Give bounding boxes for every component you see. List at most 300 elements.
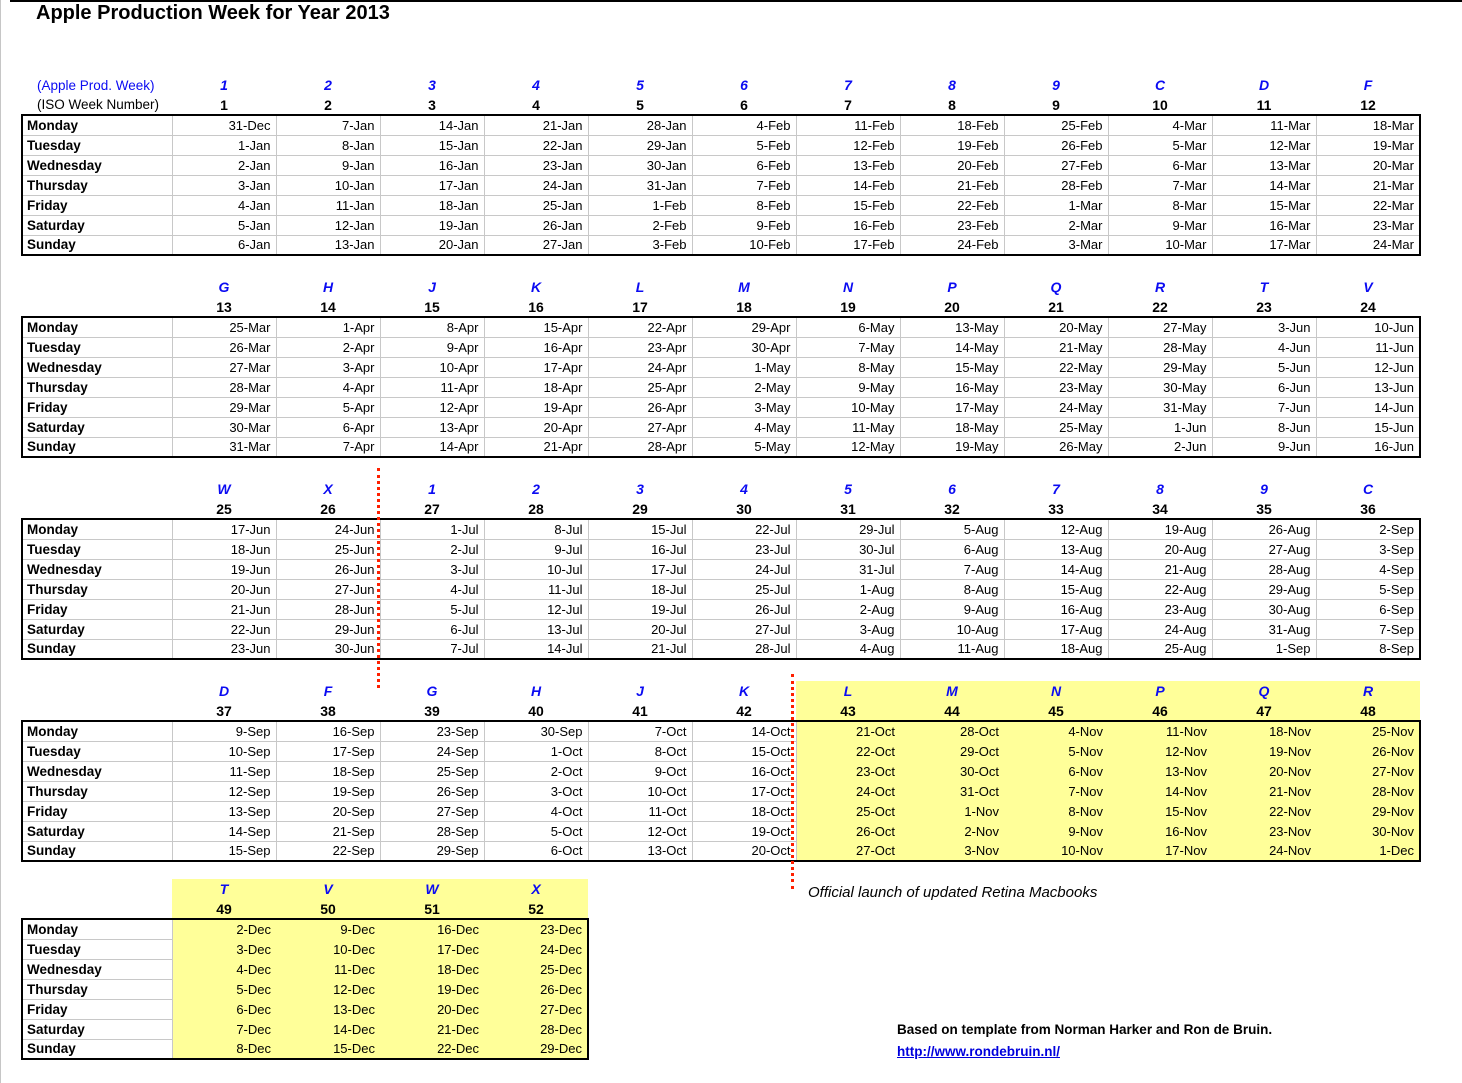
date-cell: 13-Jan [276,235,380,255]
header-spacer [22,681,172,701]
day-label: Wednesday [22,761,172,781]
date-cell: 4-Jan [172,195,276,215]
apple-week-letter: M [738,279,750,295]
date-cell: 29-Oct [900,741,1004,761]
date-cell: 19-Jun [172,559,276,579]
apple-week-letter: V [276,879,380,899]
date-cell: 2-Aug [796,599,900,619]
apple-week-letter: T [1259,279,1269,295]
date-cell: 2-Feb [588,215,692,235]
date-cell: 21-Feb [900,175,1004,195]
date-cell: 7-Aug [900,559,1004,579]
date-cell: 20-Dec [380,999,484,1019]
date-cell: 10-May [796,397,900,417]
date-cell: 15-Oct [692,741,796,761]
apple-week-letter: G [218,279,230,295]
date-cell: 1-Apr [276,317,380,337]
date-cell: 5-Aug [900,519,1004,539]
iso-week-number: 50 [276,899,380,919]
date-cell: 28-Oct [900,721,1004,741]
date-cell: 21-Jul [588,639,692,659]
date-cell: 28-Dec [484,1019,588,1039]
date-cell: 4-Dec [172,959,276,979]
date-cell: 28-May [1108,337,1212,357]
date-cell: 30-Mar [172,417,276,437]
date-cell: 23-Jun [172,639,276,659]
date-cell: 18-Dec [380,959,484,979]
date-cell: 8-Jun [1212,417,1316,437]
date-cell: 24-Aug [1108,619,1212,639]
iso-week-number: 11 [1256,96,1272,113]
date-cell: 20-Nov [1212,761,1316,781]
date-cell: 1-Jan [172,135,276,155]
date-cell: 14-Oct [692,721,796,741]
apple-week-letter: 9 [1052,77,1060,93]
day-row [22,761,1420,781]
iso-week-number: 22 [1152,298,1168,315]
date-cell: 4-Apr [276,377,380,397]
date-cell: 7-Jun [1212,397,1316,417]
date-cell: 12-Feb [796,135,900,155]
date-cell: 7-Sep [1316,619,1420,639]
date-cell: 13-Nov [1108,761,1212,781]
day-row [22,317,1420,337]
date-cell: 1-Jun [1108,417,1212,437]
day-label: Tuesday [22,939,172,959]
date-cell: 8-May [796,357,900,377]
header-spacer [22,899,172,919]
day-row [22,1039,588,1059]
header-spacer [22,879,172,899]
day-label: Thursday [22,175,172,195]
apple-week-letter: Q [1212,681,1316,701]
rondebruin-link[interactable]: http://www.rondebruin.nl/ [897,1044,1060,1059]
iso-week-number: 26 [320,500,336,517]
date-cell: 24-Apr [588,357,692,377]
iso-week-number: 52 [484,899,588,919]
page-break-indicator [791,674,794,889]
apple-week-letter: 3 [636,481,644,497]
day-row [22,619,1420,639]
date-cell: 22-May [1004,357,1108,377]
date-cell: 7-Oct [588,721,692,741]
day-row [22,195,1420,215]
day-label: Friday [22,397,172,417]
date-cell: 31-Aug [1212,619,1316,639]
date-cell: 30-Jun [276,639,380,659]
iso-week-number: 41 [632,702,648,719]
apple-week-letter: C [1154,77,1166,93]
date-cell: 17-May [900,397,1004,417]
day-row [22,599,1420,619]
date-cell: 27-May [1108,317,1212,337]
date-cell: 2-Nov [900,821,1004,841]
date-cell: 11-Apr [380,377,484,397]
date-cell: 23-Apr [588,337,692,357]
day-label: Monday [22,721,172,741]
date-cell: 9-Apr [380,337,484,357]
date-cell: 20-Mar [1316,155,1420,175]
date-cell: 17-Jun [172,519,276,539]
date-cell: 19-Nov [1212,741,1316,761]
day-label: Wednesday [22,959,172,979]
apple-week-letter: N [1004,681,1108,701]
iso-week-number: 49 [172,899,276,919]
apple-week-letter: 6 [948,481,956,497]
apple-week-letter: 3 [428,77,436,93]
iso-week-number: 51 [380,899,484,919]
apple-prod-week-label: (Apple Prod. Week) [37,77,155,93]
date-cell: 1-Nov [900,801,1004,821]
date-cell: 12-Apr [380,397,484,417]
date-cell: 4-Jun [1212,337,1316,357]
date-cell: 28-Apr [588,437,692,457]
date-cell: 6-Dec [172,999,276,1019]
apple-week-letter: R [1154,279,1166,295]
apple-week-letter: 5 [636,77,644,93]
date-cell: 28-Mar [172,377,276,397]
date-cell: 18-Nov [1212,721,1316,741]
day-row [22,801,1420,821]
date-cell: 6-Feb [692,155,796,175]
apple-week-letter: 4 [532,77,540,93]
date-cell: 25-Oct [796,801,900,821]
date-cell: 29-Nov [1316,801,1420,821]
date-cell: 3-Sep [1316,539,1420,559]
date-cell: 2-Jun [1108,437,1212,457]
date-cell: 21-Jun [172,599,276,619]
date-cell: 24-Sep [380,741,484,761]
date-cell: 10-Aug [900,619,1004,639]
date-cell: 17-Dec [380,939,484,959]
iso-week-number: 24 [1360,298,1376,315]
apple-week-letter: 7 [1052,481,1060,497]
date-cell: 21-Apr [484,437,588,457]
date-cell: 7-Mar [1108,175,1212,195]
date-cell: 5-Oct [484,821,588,841]
date-cell: 27-Jan [484,235,588,255]
date-cell: 29-Dec [484,1039,588,1059]
date-cell: 14-Sep [172,821,276,841]
date-cell: 1-May [692,357,796,377]
date-cell: 30-Oct [900,761,1004,781]
date-cell: 26-Sep [380,781,484,801]
date-cell: 24-Feb [900,235,1004,255]
date-cell: 17-Jul [588,559,692,579]
date-cell: 5-Feb [692,135,796,155]
date-cell: 10-Mar [1108,235,1212,255]
date-cell: 28-Jun [276,599,380,619]
day-label: Saturday [22,619,172,639]
week-table [21,75,1421,256]
apple-week-letter: 6 [740,77,748,93]
day-row [22,337,1420,357]
iso-week-number: 9 [1052,96,1060,113]
iso-week-number: 5 [636,96,644,113]
date-cell: 3-Aug [796,619,900,639]
date-cell: 25-Apr [588,377,692,397]
date-cell: 14-Aug [1004,559,1108,579]
apple-week-letter: X [484,879,588,899]
week-block-2 [21,277,1421,458]
apple-week-letter: W [380,879,484,899]
date-cell: 15-Jul [588,519,692,539]
header-spacer [22,479,172,499]
iso-week-number: 20 [944,298,960,315]
date-cell: 15-Apr [484,317,588,337]
date-cell: 8-Feb [692,195,796,215]
date-cell: 6-Jan [172,235,276,255]
iso-week-number: 3 [428,96,436,113]
date-cell: 18-May [900,417,1004,437]
date-cell: 11-Sep [172,761,276,781]
date-cell: 17-Feb [796,235,900,255]
date-cell: 26-Apr [588,397,692,417]
date-cell: 6-May [796,317,900,337]
date-cell: 26-Jun [276,559,380,579]
date-cell: 25-Feb [1004,115,1108,135]
date-cell: 12-Jul [484,599,588,619]
date-cell: 22-Feb [900,195,1004,215]
date-cell: 22-Mar [1316,195,1420,215]
day-label: Thursday [22,979,172,999]
date-cell: 23-May [1004,377,1108,397]
date-cell: 11-Aug [900,639,1004,659]
date-cell: 6-Jun [1212,377,1316,397]
day-row [22,919,588,939]
header-spacer [22,297,172,317]
date-cell: 1-Feb [588,195,692,215]
week-block-4 [21,681,1421,862]
date-cell: 7-Jan [276,115,380,135]
date-cell: 15-May [900,357,1004,377]
apple-week-letter: G [426,683,438,699]
date-cell: 12-Jun [1316,357,1420,377]
date-cell: 21-Dec [380,1019,484,1039]
date-cell: 31-Oct [900,781,1004,801]
apple-week-letter: R [1316,681,1420,701]
date-cell: 13-Dec [276,999,380,1019]
date-cell: 21-Aug [1108,559,1212,579]
date-cell: 6-Oct [484,841,588,861]
date-cell: 1-Sep [1212,639,1316,659]
date-cell: 24-Mar [1316,235,1420,255]
day-row [22,115,1420,135]
date-cell: 23-Dec [484,919,588,939]
day-row [22,721,1420,741]
date-cell: 8-Nov [1004,801,1108,821]
iso-week-number: 23 [1256,298,1272,315]
date-cell: 19-Dec [380,979,484,999]
iso-week-number: 8 [948,96,956,113]
iso-week-number: 44 [900,701,1004,721]
date-cell: 13-Aug [1004,539,1108,559]
iso-week-number: 42 [736,702,752,719]
date-cell: 9-Dec [276,919,380,939]
date-cell: 17-Nov [1108,841,1212,861]
date-cell: 10-Apr [380,357,484,377]
date-cell: 12-May [796,437,900,457]
iso-week-number: 29 [632,500,648,517]
apple-week-letter: J [428,279,436,295]
date-cell: 27-Aug [1212,539,1316,559]
day-label: Tuesday [22,741,172,761]
date-cell: 5-Mar [1108,135,1212,155]
date-cell: 31-Jul [796,559,900,579]
date-cell: 25-Aug [1108,639,1212,659]
date-cell: 29-Jul [796,519,900,539]
date-cell: 20-Jun [172,579,276,599]
day-label: Wednesday [22,559,172,579]
date-cell: 19-Sep [276,781,380,801]
date-cell: 2-Jul [380,539,484,559]
date-cell: 20-Apr [484,417,588,437]
date-cell: 29-Jan [588,135,692,155]
apple-week-letter: 2 [532,481,540,497]
date-cell: 20-Jul [588,619,692,639]
date-cell: 1-Jul [380,519,484,539]
date-cell: 25-May [1004,417,1108,437]
date-cell: 29-Apr [692,317,796,337]
date-cell: 26-Oct [796,821,900,841]
date-cell: 2-Mar [1004,215,1108,235]
date-cell: 6-Jul [380,619,484,639]
iso-week-number: 38 [320,702,336,719]
date-cell: 8-Sep [1316,639,1420,659]
date-cell: 15-Nov [1108,801,1212,821]
date-cell: 19-Jul [588,599,692,619]
day-label: Saturday [22,215,172,235]
date-cell: 9-Jul [484,539,588,559]
date-cell: 17-Aug [1004,619,1108,639]
date-cell: 2-Apr [276,337,380,357]
date-cell: 9-Oct [588,761,692,781]
date-cell: 31-Jan [588,175,692,195]
date-cell: 13-Jul [484,619,588,639]
date-cell: 23-Aug [1108,599,1212,619]
date-cell: 27-Feb [1004,155,1108,175]
date-cell: 29-May [1108,357,1212,377]
date-cell: 28-Jan [588,115,692,135]
date-cell: 30-Sep [484,721,588,741]
date-cell: 6-Sep [1316,599,1420,619]
date-cell: 9-Aug [900,599,1004,619]
date-cell: 3-Nov [900,841,1004,861]
date-cell: 23-Nov [1212,821,1316,841]
date-cell: 27-Jul [692,619,796,639]
day-row [22,639,1420,659]
day-label: Friday [22,999,172,1019]
date-cell: 18-Apr [484,377,588,397]
date-cell: 3-May [692,397,796,417]
day-row [22,959,588,979]
iso-week-number: 39 [424,702,440,719]
date-cell: 25-Nov [1316,721,1420,741]
date-cell: 22-Nov [1212,801,1316,821]
date-cell: 13-Mar [1212,155,1316,175]
date-cell: 3-Jul [380,559,484,579]
date-cell: 4-Mar [1108,115,1212,135]
week-table [21,681,1421,862]
date-cell: 17-Mar [1212,235,1316,255]
date-cell: 31-Mar [172,437,276,457]
date-cell: 11-Jul [484,579,588,599]
iso-week-number: 13 [216,298,232,315]
iso-week-number: 36 [1360,500,1376,517]
date-cell: 22-Jan [484,135,588,155]
header-spacer [22,499,172,519]
date-cell: 17-Apr [484,357,588,377]
date-cell: 14-Feb [796,175,900,195]
date-cell: 16-Jul [588,539,692,559]
header-spacer [22,277,172,297]
date-cell: 28-Sep [380,821,484,841]
apple-week-letter: D [1258,77,1270,93]
date-cell: 19-Aug [1108,519,1212,539]
day-label: Friday [22,801,172,821]
day-row [22,235,1420,255]
week-table [21,479,1421,660]
date-cell: 25-Jan [484,195,588,215]
date-cell: 17-Sep [276,741,380,761]
apple-week-letter: L [635,279,645,295]
day-label: Sunday [22,1039,172,1059]
iso-week-number: 27 [424,500,440,517]
date-cell: 16-Apr [484,337,588,357]
date-cell: 18-Jul [588,579,692,599]
date-cell: 21-Sep [276,821,380,841]
iso-week-number: 28 [528,500,544,517]
date-cell: 8-Dec [172,1039,276,1059]
date-cell: 9-Jun [1212,437,1316,457]
date-cell: 22-Aug [1108,579,1212,599]
day-row [22,1019,588,1039]
apple-week-letter: H [530,683,542,699]
date-cell: 8-Jul [484,519,588,539]
date-cell: 23-Jan [484,155,588,175]
date-cell: 12-Nov [1108,741,1212,761]
date-cell: 25-Dec [484,959,588,979]
iso-week-number: 15 [424,298,440,315]
apple-week-letter: K [530,279,542,295]
date-cell: 10-Jan [276,175,380,195]
date-cell: 29-Jun [276,619,380,639]
date-cell: 11-May [796,417,900,437]
apple-week-letter: P [947,279,957,295]
day-label: Sunday [22,235,172,255]
day-label: Monday [22,317,172,337]
date-cell: 7-May [796,337,900,357]
date-cell: 10-Sep [172,741,276,761]
date-cell: 8-Apr [380,317,484,337]
date-cell: 11-Feb [796,115,900,135]
date-cell: 22-Jul [692,519,796,539]
date-cell: 26-Jul [692,599,796,619]
day-row [22,999,588,1019]
date-cell: 17-Oct [692,781,796,801]
apple-week-letter: J [636,683,644,699]
date-cell: 25-Sep [380,761,484,781]
date-cell: 13-Feb [796,155,900,175]
date-cell: 20-Aug [1108,539,1212,559]
date-cell: 6-Aug [900,539,1004,559]
date-cell: 6-Nov [1004,761,1108,781]
date-cell: 2-Oct [484,761,588,781]
date-cell: 12-Jan [276,215,380,235]
date-cell: 10-Jun [1316,317,1420,337]
date-cell: 14-Apr [380,437,484,457]
apple-week-letter: 1 [428,481,436,497]
